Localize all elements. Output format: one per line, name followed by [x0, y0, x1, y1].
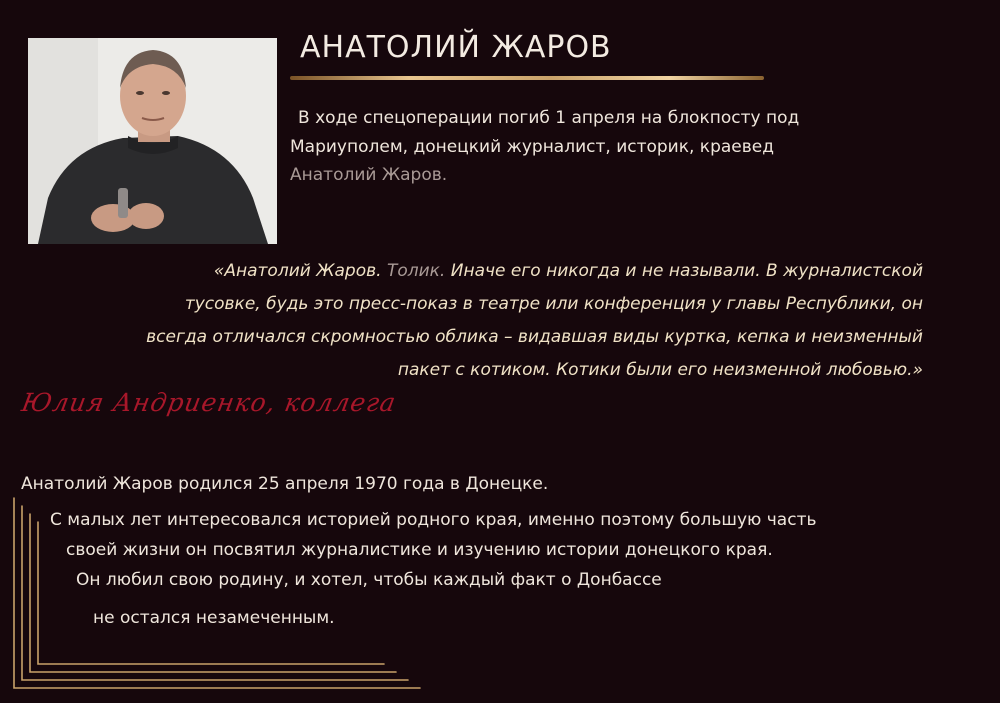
- bio-line: не остался незамеченным.: [93, 608, 335, 628]
- bio-line: Анатолий Жаров родился 25 апреля 1970 года в Донецке.: [21, 474, 549, 494]
- quote-line: пакет с котиком. Котики были его неизменной любовью.»: [397, 360, 923, 380]
- bio-line: С малых лет интересовался историей родного края, именно поэтому большую часть: [50, 510, 817, 530]
- quote-signature: Юлия Андриенко, коллега: [19, 388, 399, 417]
- quote-text: Иначе его никогда и не называли. В журналистской: [445, 261, 923, 281]
- intro-line: В ходе спецоперации погиб 1 апреля на блокпосту под: [298, 108, 800, 128]
- page-title: АНАТОЛИЙ ЖАРОВ: [300, 30, 612, 65]
- quote-nickname: Толик.: [386, 261, 446, 281]
- quote-line: всегда отличался скромностью облика – видавшая виды куртка, кепка и неизменный: [146, 327, 923, 347]
- quote-line: тусовке, будь это пресс-показ в театре или конференция у главы Республики, он: [184, 294, 923, 314]
- intro-name: Анатолий Жаров.: [290, 165, 448, 185]
- quote-text: «Анатолий Жаров.: [213, 261, 387, 281]
- intro-line: Мариуполем, донецкий журналист, историк, краевед: [290, 136, 774, 157]
- bio-line: Он любил свою родину, и хотел, чтобы каждый факт о Донбассе: [76, 570, 662, 590]
- bio-line: своей жизни он посвятил журналистике и изучению истории донецкого края.: [66, 540, 773, 560]
